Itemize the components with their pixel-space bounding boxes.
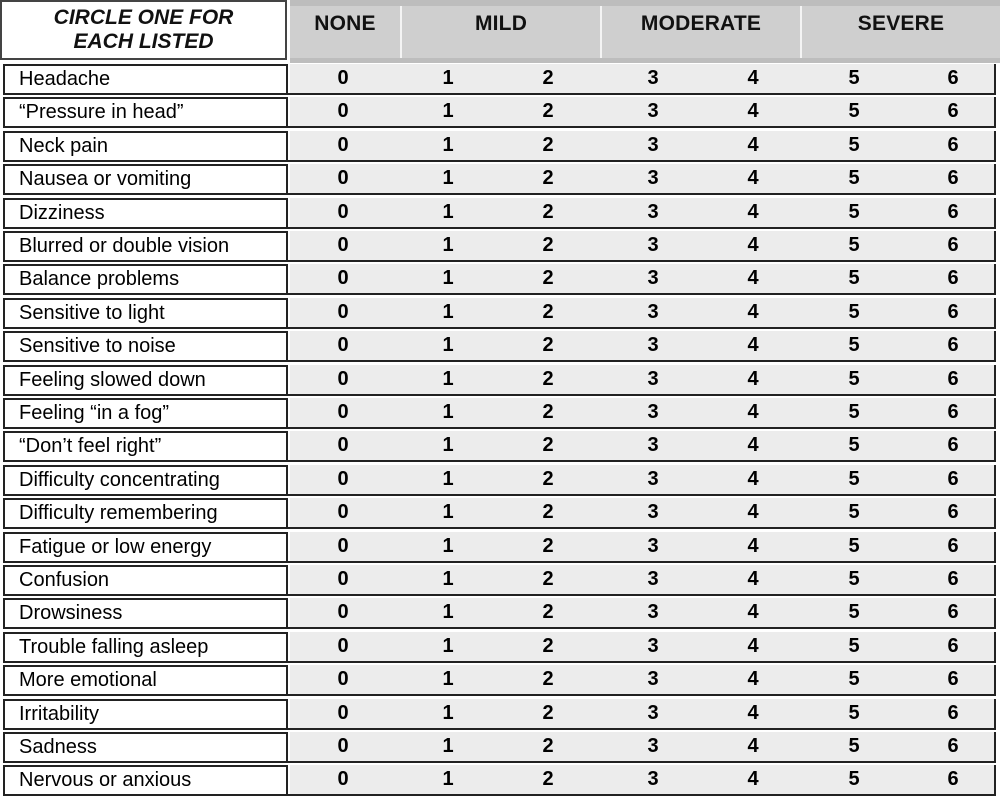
score-option-3[interactable]: 3 — [647, 267, 659, 289]
score-option-2[interactable]: 2 — [542, 768, 554, 790]
score-option-3[interactable]: 3 — [647, 601, 659, 623]
row-end-border — [994, 164, 996, 195]
column-header-mild: MILD — [400, 6, 600, 58]
score-option-5[interactable]: 5 — [848, 167, 860, 189]
row-divider — [3, 227, 996, 229]
score-option-6[interactable]: 6 — [947, 568, 959, 590]
score-option-6[interactable]: 6 — [947, 735, 959, 757]
row-end-border — [994, 398, 996, 429]
score-option-4[interactable]: 4 — [747, 334, 759, 356]
score-option-3[interactable]: 3 — [647, 334, 659, 356]
score-option-4[interactable]: 4 — [747, 234, 759, 256]
symptom-label: Feeling slowed down — [3, 365, 288, 396]
symptom-row — [0, 598, 1000, 631]
symptom-row — [0, 565, 1000, 598]
row-end-border — [994, 131, 996, 162]
score-option-3[interactable]: 3 — [647, 668, 659, 690]
score-option-1[interactable]: 1 — [442, 635, 454, 657]
score-option-1[interactable]: 1 — [442, 134, 454, 156]
symptom-label: Nausea or vomiting — [3, 164, 288, 195]
row-end-border — [994, 198, 996, 229]
row-divider — [3, 293, 996, 295]
score-option-4[interactable]: 4 — [747, 134, 759, 156]
symptom-row — [0, 431, 1000, 464]
symptom-label: Drowsiness — [3, 598, 288, 629]
row-divider — [3, 527, 996, 529]
symptom-label: Nervous or anxious — [3, 765, 288, 796]
score-option-5[interactable]: 5 — [848, 468, 860, 490]
score-option-3[interactable]: 3 — [647, 201, 659, 223]
score-option-3[interactable]: 3 — [647, 134, 659, 156]
score-option-0[interactable]: 0 — [337, 535, 349, 557]
row-divider — [3, 761, 996, 763]
score-option-6[interactable]: 6 — [947, 501, 959, 523]
score-option-6[interactable]: 6 — [947, 368, 959, 390]
symptom-label: Dizziness — [3, 198, 288, 229]
score-option-2[interactable]: 2 — [542, 468, 554, 490]
row-divider — [3, 460, 996, 462]
score-option-0[interactable]: 0 — [337, 100, 349, 122]
score-option-5[interactable]: 5 — [848, 501, 860, 523]
symptom-row — [0, 298, 1000, 331]
score-option-2[interactable]: 2 — [542, 668, 554, 690]
score-option-0[interactable]: 0 — [337, 768, 349, 790]
score-option-1[interactable]: 1 — [442, 434, 454, 456]
score-option-0[interactable]: 0 — [337, 635, 349, 657]
row-divider — [3, 427, 996, 429]
row-divider — [3, 93, 996, 95]
score-option-5[interactable]: 5 — [848, 67, 860, 89]
score-option-6[interactable]: 6 — [947, 234, 959, 256]
score-option-4[interactable]: 4 — [747, 401, 759, 423]
symptom-row — [0, 198, 1000, 231]
score-option-0[interactable]: 0 — [337, 234, 349, 256]
score-option-3[interactable]: 3 — [647, 635, 659, 657]
row-divider — [3, 661, 996, 663]
score-option-3[interactable]: 3 — [647, 67, 659, 89]
symptom-row — [0, 331, 1000, 364]
score-option-4[interactable]: 4 — [747, 468, 759, 490]
score-option-3[interactable]: 3 — [647, 501, 659, 523]
score-option-2[interactable]: 2 — [542, 702, 554, 724]
score-option-5[interactable]: 5 — [848, 100, 860, 122]
symptom-row — [0, 699, 1000, 732]
symptom-label: Difficulty concentrating — [3, 465, 288, 496]
score-option-1[interactable]: 1 — [442, 67, 454, 89]
score-option-0[interactable]: 0 — [337, 735, 349, 757]
score-option-4[interactable]: 4 — [747, 768, 759, 790]
row-divider — [3, 627, 996, 629]
score-option-4[interactable]: 4 — [747, 568, 759, 590]
score-option-2[interactable]: 2 — [542, 67, 554, 89]
row-divider — [3, 394, 996, 396]
symptom-row — [0, 131, 1000, 164]
score-option-4[interactable]: 4 — [747, 267, 759, 289]
score-option-5[interactable]: 5 — [848, 368, 860, 390]
score-option-6[interactable]: 6 — [947, 434, 959, 456]
instruction-header — [0, 0, 287, 60]
score-option-6[interactable]: 6 — [947, 334, 959, 356]
score-option-2[interactable]: 2 — [542, 201, 554, 223]
score-option-5[interactable]: 5 — [848, 301, 860, 323]
score-option-1[interactable]: 1 — [442, 535, 454, 557]
score-option-4[interactable]: 4 — [747, 301, 759, 323]
score-option-1[interactable]: 1 — [442, 702, 454, 724]
score-option-0[interactable]: 0 — [337, 201, 349, 223]
symptom-label: Feeling “in a fog” — [3, 398, 288, 429]
score-option-2[interactable]: 2 — [542, 501, 554, 523]
score-option-5[interactable]: 5 — [848, 434, 860, 456]
score-option-2[interactable]: 2 — [542, 401, 554, 423]
row-end-border — [994, 532, 996, 563]
score-option-6[interactable]: 6 — [947, 401, 959, 423]
symptom-label: Balance problems — [3, 264, 288, 295]
score-option-3[interactable]: 3 — [647, 301, 659, 323]
row-end-border — [994, 365, 996, 396]
symptom-row — [0, 632, 1000, 665]
score-option-3[interactable]: 3 — [647, 100, 659, 122]
row-end-border — [994, 64, 996, 95]
score-option-1[interactable]: 1 — [442, 368, 454, 390]
score-option-4[interactable]: 4 — [747, 368, 759, 390]
score-option-6[interactable]: 6 — [947, 134, 959, 156]
score-option-6[interactable]: 6 — [947, 201, 959, 223]
symptom-label: “Don’t feel right” — [3, 431, 288, 462]
row-divider — [3, 360, 996, 362]
row-divider — [3, 561, 996, 563]
score-option-2[interactable]: 2 — [542, 568, 554, 590]
column-header-moderate: MODERATE — [600, 6, 800, 58]
score-option-3[interactable]: 3 — [647, 735, 659, 757]
score-option-0[interactable]: 0 — [337, 368, 349, 390]
row-end-border — [994, 264, 996, 295]
score-option-4[interactable]: 4 — [747, 668, 759, 690]
score-option-1[interactable]: 1 — [442, 468, 454, 490]
score-option-6[interactable]: 6 — [947, 535, 959, 557]
score-option-4[interactable]: 4 — [747, 635, 759, 657]
row-end-border — [994, 231, 996, 262]
score-option-3[interactable]: 3 — [647, 535, 659, 557]
score-option-4[interactable]: 4 — [747, 735, 759, 757]
row-end-border — [994, 298, 996, 329]
score-option-0[interactable]: 0 — [337, 267, 349, 289]
symptom-row — [0, 365, 1000, 398]
symptom-row — [0, 231, 1000, 264]
score-option-0[interactable]: 0 — [337, 301, 349, 323]
score-option-3[interactable]: 3 — [647, 401, 659, 423]
score-option-2[interactable]: 2 — [542, 134, 554, 156]
score-option-0[interactable]: 0 — [337, 67, 349, 89]
score-option-1[interactable]: 1 — [442, 768, 454, 790]
symptom-row — [0, 732, 1000, 765]
score-option-5[interactable]: 5 — [848, 535, 860, 557]
score-option-0[interactable]: 0 — [337, 434, 349, 456]
score-option-3[interactable]: 3 — [647, 702, 659, 724]
row-divider — [3, 160, 996, 162]
column-header-severe: SEVERE — [800, 6, 1000, 58]
score-option-2[interactable]: 2 — [542, 368, 554, 390]
symptom-label: Neck pain — [3, 131, 288, 162]
symptom-label: Fatigue or low energy — [3, 532, 288, 563]
symptom-label: Trouble falling asleep — [3, 632, 288, 663]
symptom-label: Sensitive to noise — [3, 331, 288, 362]
score-option-6[interactable]: 6 — [947, 768, 959, 790]
score-option-4[interactable]: 4 — [747, 501, 759, 523]
symptom-row — [0, 498, 1000, 531]
row-divider — [3, 594, 996, 596]
symptom-row — [0, 264, 1000, 297]
score-option-2[interactable]: 2 — [542, 434, 554, 456]
score-option-0[interactable]: 0 — [337, 702, 349, 724]
score-option-6[interactable]: 6 — [947, 301, 959, 323]
score-option-1[interactable]: 1 — [442, 267, 454, 289]
score-option-1[interactable]: 1 — [442, 234, 454, 256]
score-option-5[interactable]: 5 — [848, 401, 860, 423]
row-divider — [3, 193, 996, 195]
symptom-row — [0, 765, 1000, 798]
row-end-border — [994, 498, 996, 529]
score-option-6[interactable]: 6 — [947, 702, 959, 724]
score-option-6[interactable]: 6 — [947, 668, 959, 690]
score-option-3[interactable]: 3 — [647, 167, 659, 189]
score-option-4[interactable]: 4 — [747, 535, 759, 557]
score-option-6[interactable]: 6 — [947, 635, 959, 657]
score-option-6[interactable]: 6 — [947, 601, 959, 623]
score-option-4[interactable]: 4 — [747, 201, 759, 223]
score-option-2[interactable]: 2 — [542, 535, 554, 557]
score-option-0[interactable]: 0 — [337, 134, 349, 156]
symptom-row — [0, 465, 1000, 498]
score-option-2[interactable]: 2 — [542, 167, 554, 189]
row-divider — [3, 694, 996, 696]
score-option-4[interactable]: 4 — [747, 100, 759, 122]
symptom-label: Irritability — [3, 699, 288, 730]
score-option-0[interactable]: 0 — [337, 668, 349, 690]
score-option-3[interactable]: 3 — [647, 368, 659, 390]
score-option-2[interactable]: 2 — [542, 735, 554, 757]
score-option-0[interactable]: 0 — [337, 167, 349, 189]
score-option-0[interactable]: 0 — [337, 601, 349, 623]
score-option-4[interactable]: 4 — [747, 434, 759, 456]
symptom-row — [0, 164, 1000, 197]
row-end-border — [994, 565, 996, 596]
score-option-5[interactable]: 5 — [848, 334, 860, 356]
score-option-0[interactable]: 0 — [337, 568, 349, 590]
score-option-0[interactable]: 0 — [337, 501, 349, 523]
score-option-6[interactable]: 6 — [947, 468, 959, 490]
score-option-3[interactable]: 3 — [647, 768, 659, 790]
row-divider — [3, 794, 996, 796]
row-divider — [3, 494, 996, 496]
score-option-5[interactable]: 5 — [848, 635, 860, 657]
score-option-2[interactable]: 2 — [542, 100, 554, 122]
score-option-2[interactable]: 2 — [542, 234, 554, 256]
row-divider — [3, 327, 996, 329]
score-option-1[interactable]: 1 — [442, 100, 454, 122]
row-divider — [3, 260, 996, 262]
instruction-line-1: CIRCLE ONE FOR — [53, 6, 234, 29]
score-option-5[interactable]: 5 — [848, 568, 860, 590]
row-end-border — [994, 732, 996, 763]
score-option-2[interactable]: 2 — [542, 334, 554, 356]
score-option-2[interactable]: 2 — [542, 601, 554, 623]
score-option-1[interactable]: 1 — [442, 735, 454, 757]
score-option-4[interactable]: 4 — [747, 601, 759, 623]
score-option-5[interactable]: 5 — [848, 768, 860, 790]
score-option-5[interactable]: 5 — [848, 134, 860, 156]
score-option-6[interactable]: 6 — [947, 167, 959, 189]
symptom-row — [0, 398, 1000, 431]
score-option-0[interactable]: 0 — [337, 334, 349, 356]
symptom-label: Blurred or double vision — [3, 231, 288, 262]
score-option-5[interactable]: 5 — [848, 201, 860, 223]
score-option-4[interactable]: 4 — [747, 167, 759, 189]
score-option-5[interactable]: 5 — [848, 702, 860, 724]
row-divider — [3, 728, 996, 730]
instruction-line-2: EACH LISTED — [73, 30, 214, 53]
score-option-1[interactable]: 1 — [442, 568, 454, 590]
score-option-6[interactable]: 6 — [947, 67, 959, 89]
score-option-4[interactable]: 4 — [747, 67, 759, 89]
score-option-3[interactable]: 3 — [647, 568, 659, 590]
score-option-0[interactable]: 0 — [337, 468, 349, 490]
symptom-label: Sensitive to light — [3, 298, 288, 329]
row-end-border — [994, 598, 996, 629]
score-option-6[interactable]: 6 — [947, 267, 959, 289]
score-option-4[interactable]: 4 — [747, 702, 759, 724]
score-option-1[interactable]: 1 — [442, 668, 454, 690]
score-option-1[interactable]: 1 — [442, 401, 454, 423]
symptom-label: More emotional — [3, 665, 288, 696]
symptom-row — [0, 97, 1000, 130]
row-end-border — [994, 632, 996, 663]
symptom-label: Headache — [3, 64, 288, 95]
column-header-none: NONE — [290, 6, 400, 58]
score-option-6[interactable]: 6 — [947, 100, 959, 122]
score-option-1[interactable]: 1 — [442, 167, 454, 189]
score-option-5[interactable]: 5 — [848, 267, 860, 289]
symptom-row — [0, 665, 1000, 698]
score-option-2[interactable]: 2 — [542, 635, 554, 657]
score-option-5[interactable]: 5 — [848, 735, 860, 757]
score-option-2[interactable]: 2 — [542, 267, 554, 289]
score-option-3[interactable]: 3 — [647, 434, 659, 456]
row-end-border — [994, 331, 996, 362]
row-end-border — [994, 699, 996, 730]
row-end-border — [994, 431, 996, 462]
row-end-border — [994, 465, 996, 496]
score-option-5[interactable]: 5 — [848, 601, 860, 623]
row-end-border — [994, 665, 996, 696]
score-option-1[interactable]: 1 — [442, 201, 454, 223]
score-option-3[interactable]: 3 — [647, 234, 659, 256]
score-option-5[interactable]: 5 — [848, 668, 860, 690]
symptom-label: Sadness — [3, 732, 288, 763]
row-end-border — [994, 97, 996, 128]
score-option-1[interactable]: 1 — [442, 601, 454, 623]
row-end-border — [994, 765, 996, 796]
score-option-2[interactable]: 2 — [542, 301, 554, 323]
symptom-label: Difficulty remembering — [3, 498, 288, 529]
score-option-5[interactable]: 5 — [848, 234, 860, 256]
score-option-0[interactable]: 0 — [337, 401, 349, 423]
score-option-1[interactable]: 1 — [442, 501, 454, 523]
symptom-label: “Pressure in head” — [3, 97, 288, 128]
symptom-label: Confusion — [3, 565, 288, 596]
score-option-3[interactable]: 3 — [647, 468, 659, 490]
score-option-1[interactable]: 1 — [442, 301, 454, 323]
row-divider — [3, 126, 996, 128]
severity-header — [290, 0, 1000, 63]
score-option-1[interactable]: 1 — [442, 334, 454, 356]
symptom-row — [0, 64, 1000, 97]
symptom-row — [0, 532, 1000, 565]
